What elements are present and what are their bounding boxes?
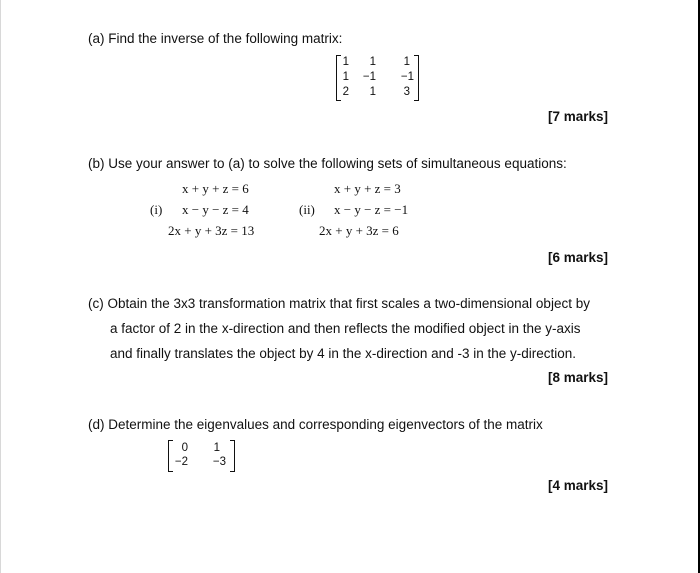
set-ii-equation-3: 2x + y + 3z = 6 xyxy=(319,223,399,238)
set-ii-equation-1: x + y + z = 3 xyxy=(334,181,401,196)
matrix-cell: −1 xyxy=(400,71,414,83)
matrix-cell: 0 xyxy=(181,442,188,454)
part-c-line-1: (c) Obtain the 3x3 transformation matrix that first scales a two-dimensional object by xyxy=(88,296,590,311)
matrix-cell: 1 xyxy=(213,442,220,454)
part-c-marks: [8 marks] xyxy=(548,370,609,385)
set-ii-equation-2: x − y − z = −1 xyxy=(334,202,409,217)
matrix-right-bracket xyxy=(230,440,235,472)
matrix-right-bracket xyxy=(414,55,419,101)
matrix-cell: 1 xyxy=(369,56,376,68)
matrix-cell: 1 xyxy=(403,56,410,68)
part-d-marks: [4 marks] xyxy=(548,478,609,493)
part-a-matrix xyxy=(336,55,420,101)
part-c-line-3: and finally translates the object by 4 in the x-direction and -3 in the y-direction. xyxy=(110,346,577,361)
part-d-matrix xyxy=(168,440,238,472)
matrix-cell: 1 xyxy=(342,56,349,68)
matrix-cell: −1 xyxy=(362,71,376,83)
part-c-line-2: a factor of 2 in the x-direction and then reflects the modified object in the y-axis xyxy=(110,321,581,336)
matrix-cell: −2 xyxy=(174,456,188,468)
page-left-edge xyxy=(0,0,1,573)
part-d-prompt: (d) Determine the eigenvalues and corresponding eigenvectors of the matrix xyxy=(88,417,543,432)
part-a-prompt: (a) Find the inverse of the following matrix: xyxy=(88,31,343,46)
set-i-equation-2: x − y − z = 4 xyxy=(182,202,249,217)
part-b-prompt: (b) Use your answer to (a) to solve the following sets of simultaneous equations: xyxy=(88,156,567,171)
set-i-equation-3: 2x + y + 3z = 13 xyxy=(168,223,255,238)
matrix-cell: 3 xyxy=(403,86,410,98)
matrix-cell: 1 xyxy=(369,86,376,98)
matrix-cell: −3 xyxy=(212,456,226,468)
matrix-cell: 2 xyxy=(342,86,349,98)
set-i-label: (i) xyxy=(150,202,163,217)
set-ii-label: (ii) xyxy=(299,202,315,217)
part-b-marks: [6 marks] xyxy=(548,250,609,265)
part-a-marks: [7 marks] xyxy=(548,109,609,124)
set-i-equation-1: x + y + z = 6 xyxy=(182,181,249,196)
matrix-cell: 1 xyxy=(342,71,349,83)
